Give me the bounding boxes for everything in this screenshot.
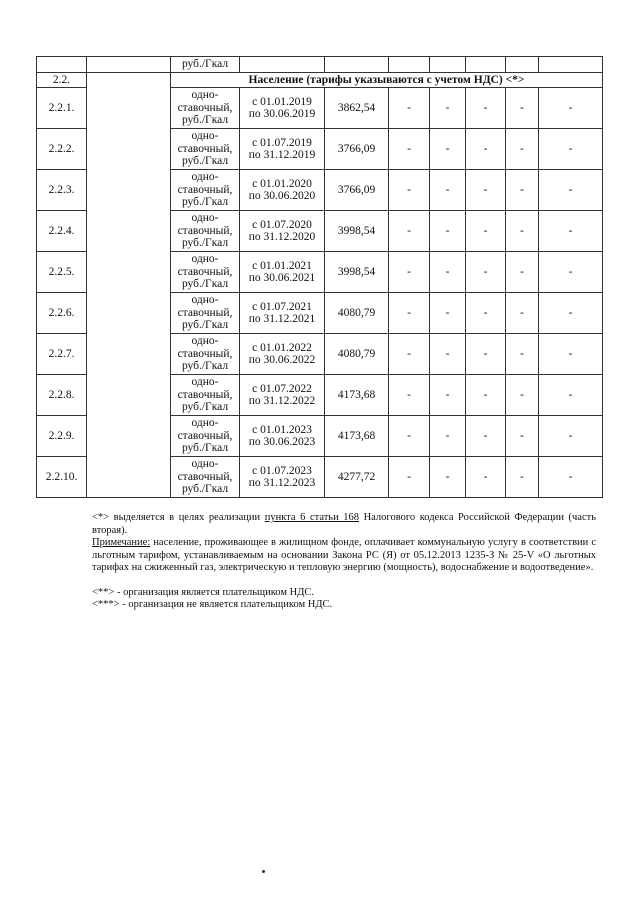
row-dash-1: -: [389, 88, 430, 129]
row-price: 3998,54: [325, 211, 389, 252]
row-dash-2: -: [430, 457, 466, 498]
row-dash-4: -: [506, 375, 539, 416]
period-to: по 31.12.2021: [248, 313, 316, 325]
row-dash-5: -: [539, 375, 603, 416]
row-unit: одно-ставочный, руб./Гкал: [171, 416, 240, 457]
row-code: 2.2.6.: [37, 293, 87, 334]
empty-cell: [389, 57, 430, 73]
row-dash-2: -: [430, 211, 466, 252]
period-from: с 01.01.2021: [252, 259, 312, 272]
row-dash-5: -: [539, 170, 603, 211]
row-period: [240, 211, 325, 252]
row-period: [240, 293, 325, 334]
empty-cell: [506, 57, 539, 73]
spacer: [92, 575, 596, 587]
empty-cell: [539, 57, 603, 73]
row-code: 2.2.7.: [37, 334, 87, 375]
row-dash-1: -: [389, 457, 430, 498]
merged-name-cell: [87, 73, 171, 498]
empty-cell: [37, 57, 87, 73]
row-unit: одно-ставочный, руб./Гкал: [171, 88, 240, 129]
row-dash-2: -: [430, 293, 466, 334]
row-dash-5: -: [539, 457, 603, 498]
page-dot: [262, 870, 265, 873]
row-dash-3: -: [466, 293, 506, 334]
row-dash-1: -: [389, 211, 430, 252]
row-code: 2.2.9.: [37, 416, 87, 457]
unit-cell: руб./Гкал: [171, 57, 240, 73]
row-dash-4: -: [506, 416, 539, 457]
row-dash-2: -: [430, 252, 466, 293]
empty-cell: [430, 57, 466, 73]
vat-footnote-text: <*> выделяется в целях реализации: [92, 512, 265, 523]
vat-footnote: [92, 512, 596, 537]
row-price: 3766,09: [325, 129, 389, 170]
row-dash-3: -: [466, 88, 506, 129]
row-period: [240, 416, 325, 457]
row-period: [240, 88, 325, 129]
row-unit: одно-ставочный, руб./Гкал: [171, 252, 240, 293]
row-dash-3: -: [466, 334, 506, 375]
row-code: 2.2.8.: [37, 375, 87, 416]
period-to: по 31.12.2020: [248, 231, 316, 243]
row-dash-5: -: [539, 211, 603, 252]
row-dash-5: -: [539, 334, 603, 375]
row-price: 4173,68: [325, 375, 389, 416]
row-price: 3862,54: [325, 88, 389, 129]
row-code: 2.2.3.: [37, 170, 87, 211]
period-from: с 01.01.2019: [252, 95, 312, 108]
row-dash-4: -: [506, 334, 539, 375]
footnotes: [92, 512, 596, 612]
period-to: по 30.06.2021: [248, 272, 316, 284]
remark-label: Примечание:: [92, 537, 151, 548]
row-code: 2.2.5.: [37, 252, 87, 293]
row-dash-4: -: [506, 211, 539, 252]
row-dash-3: -: [466, 375, 506, 416]
period-to: по 30.06.2022: [248, 354, 316, 366]
row-unit: одно-ставочный, руб./Гкал: [171, 293, 240, 334]
row-unit: одно-ставочный, руб./Гкал: [171, 334, 240, 375]
row-dash-3: -: [466, 129, 506, 170]
row-dash-4: -: [506, 170, 539, 211]
row-dash-3: -: [466, 457, 506, 498]
period-to: по 30.06.2023: [248, 436, 316, 448]
row-code: 2.2.1.: [37, 88, 87, 129]
row-dash-4: -: [506, 129, 539, 170]
row-price: 4277,72: [325, 457, 389, 498]
row-dash-3: -: [466, 252, 506, 293]
row-dash-1: -: [389, 129, 430, 170]
non-payer-footnote: <***> - организация не является плательщиком НДС.: [92, 599, 333, 610]
empty-cell: [466, 57, 506, 73]
vat-footnote-text-end: Налогового кодекса Российской Федерации (часть вторая).: [92, 512, 596, 536]
period-to: по 31.12.2022: [248, 395, 316, 407]
row-period: [240, 334, 325, 375]
row-period: [240, 252, 325, 293]
row-dash-4: -: [506, 252, 539, 293]
row-unit: одно-ставочный, руб./Гкал: [171, 129, 240, 170]
period-from: с 01.07.2023: [252, 464, 312, 477]
row-dash-3: -: [466, 211, 506, 252]
row-code: 2.2.10.: [37, 457, 87, 498]
row-dash-1: -: [389, 252, 430, 293]
row-dash-2: -: [430, 416, 466, 457]
row-dash-1: -: [389, 170, 430, 211]
table-top-row: [37, 57, 603, 73]
empty-cell: [87, 57, 171, 73]
period-to: по 30.06.2020: [248, 190, 316, 202]
payer-footnote: <**> - организация является плательщиком НДС.: [92, 586, 314, 598]
row-code: 2.2.4.: [37, 211, 87, 252]
row-dash-5: -: [539, 416, 603, 457]
row-dash-2: -: [430, 375, 466, 416]
row-dash-1: -: [389, 334, 430, 375]
remark-note: [92, 537, 596, 575]
row-dash-1: -: [389, 293, 430, 334]
empty-cell: [325, 57, 389, 73]
row-dash-2: -: [430, 129, 466, 170]
row-dash-4: -: [506, 457, 539, 498]
period-from: с 01.01.2020: [252, 177, 312, 190]
period-to: по 31.12.2019: [248, 149, 316, 161]
row-period: [240, 129, 325, 170]
row-period: [240, 457, 325, 498]
period-to: по 31.12.2023: [248, 477, 316, 489]
row-price: 4080,79: [325, 334, 389, 375]
period-from: с 01.07.2022: [252, 382, 312, 395]
row-dash-2: -: [430, 170, 466, 211]
row-dash-4: -: [506, 293, 539, 334]
row-period: [240, 170, 325, 211]
row-dash-1: -: [389, 375, 430, 416]
period-to: по 30.06.2019: [248, 108, 316, 120]
section-code: 2.2.: [37, 73, 87, 88]
row-dash-2: -: [430, 88, 466, 129]
row-unit: одно-ставочный, руб./Гкал: [171, 170, 240, 211]
period-from: с 01.01.2023: [252, 423, 312, 436]
period-from: с 01.07.2019: [252, 136, 312, 149]
row-dash-5: -: [539, 129, 603, 170]
period-from: с 01.01.2022: [252, 341, 312, 354]
row-unit: одно-ставочный, руб./Гкал: [171, 457, 240, 498]
tariff-table: [36, 56, 603, 498]
period-from: с 01.07.2020: [252, 218, 312, 231]
row-unit: одно-ставочный, руб./Гкал: [171, 211, 240, 252]
row-price: 4080,79: [325, 293, 389, 334]
remark-text: население, проживающее в жилищном фонде, оплачивает коммунальную услугу в соответствии с льготным тарифом, устанавливаемым на основании Закона РС (Я) от 05.12.2013 1235-З № 25-V «О льготных тарифах на сжиженный газ, электрическую и тепловую энергию (мощность), водоснабжение и водоотведение».: [92, 537, 596, 573]
row-dash-3: -: [466, 416, 506, 457]
empty-cell: [240, 57, 325, 73]
row-dash-3: -: [466, 170, 506, 211]
row-dash-4: -: [506, 88, 539, 129]
row-code: 2.2.2.: [37, 129, 87, 170]
row-price: 3766,09: [325, 170, 389, 211]
section-title: Население (тарифы указываются с учетом НДС) <*>: [171, 73, 603, 88]
section-row: [37, 73, 603, 88]
row-dash-2: -: [430, 334, 466, 375]
period-from: с 01.07.2021: [252, 300, 312, 313]
tax-code-link[interactable]: пункта 6 статьи 168: [264, 512, 360, 523]
row-dash-5: -: [539, 252, 603, 293]
row-price: 3998,54: [325, 252, 389, 293]
row-dash-5: -: [539, 293, 603, 334]
row-unit: одно-ставочный, руб./Гкал: [171, 375, 240, 416]
row-dash-5: -: [539, 88, 603, 129]
row-period: [240, 375, 325, 416]
row-dash-1: -: [389, 416, 430, 457]
row-price: 4173,68: [325, 416, 389, 457]
